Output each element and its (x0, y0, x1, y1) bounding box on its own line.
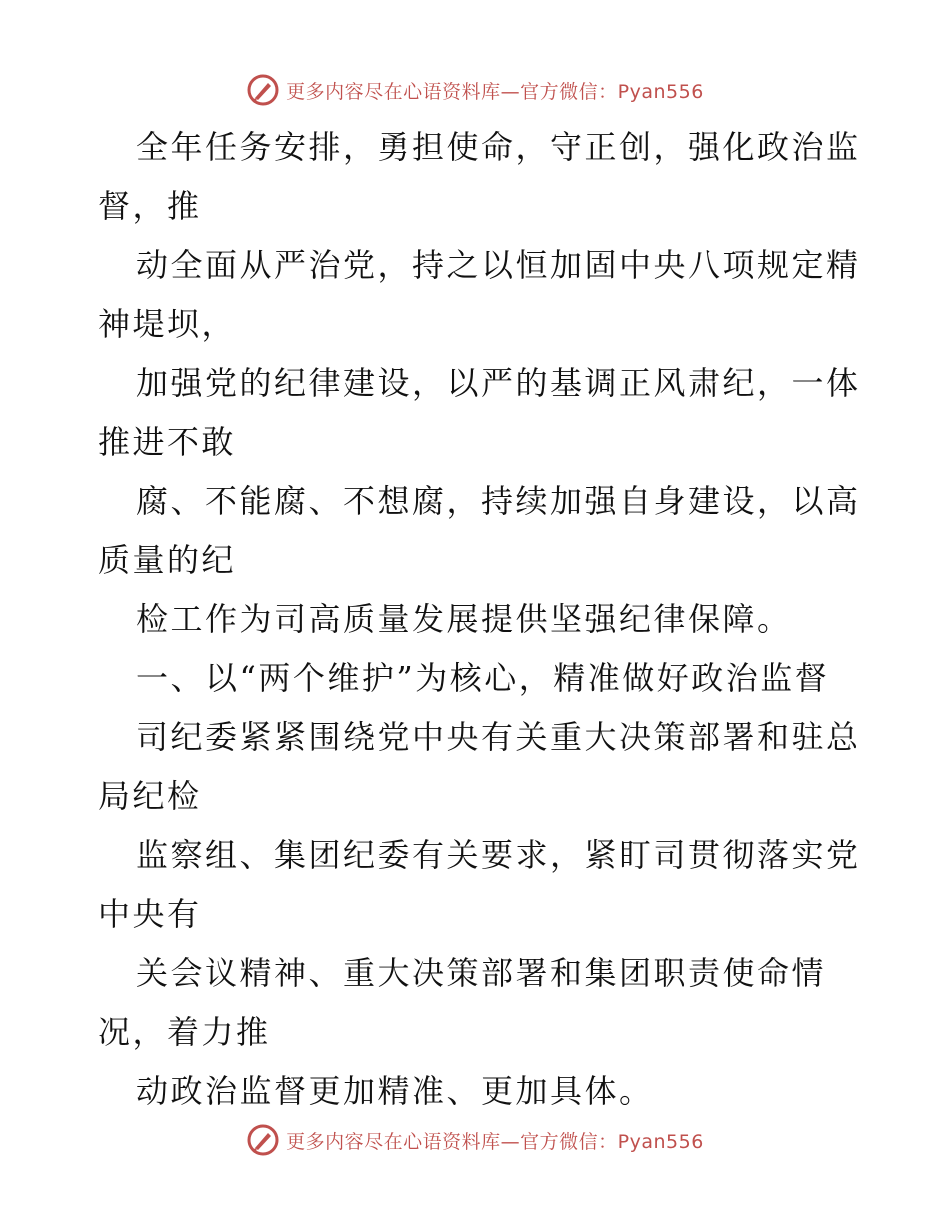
pen-logo-icon (246, 73, 280, 107)
text-line: 全年任务安排，勇担使命，守正创，强化政治监 (136, 128, 861, 166)
header-watermark (0, 70, 950, 110)
pen-logo-icon (246, 1123, 280, 1157)
section-heading: 一、以“两个维护”为核心，精准做好政治监督 (136, 659, 830, 697)
text-line: 关会议精神、重大决策部署和集团职责使命情 (136, 954, 827, 992)
text-line: 推进不敢 (98, 423, 237, 461)
text-line: 司纪委紧紧围绕党中央有关重大决策部署和驻总 (136, 718, 861, 756)
text-line: 中央有 (98, 895, 202, 933)
text-line: 加强党的纪律建设，以严的基调正风肃纪，一体 (136, 364, 861, 402)
footer-watermark (0, 1120, 950, 1160)
text-line: 监察组、集团纪委有关要求，紧盯司贯彻落实党 (136, 836, 861, 874)
text-line: 局纪检 (98, 777, 202, 815)
text-line: 神堤坝， (98, 305, 237, 343)
text-line: 动政治监督更加精准、更加具体。 (136, 1072, 654, 1110)
header-watermark-text: 更多内容尽在心语资料库—官方微信：Pyan556 (286, 80, 704, 103)
text-line: 动全面从严治党，持之以恒加固中央八项规定精 (136, 246, 861, 284)
footer-watermark-text: 更多内容尽在心语资料库—官方微信：Pyan556 (286, 1130, 704, 1153)
text-line: 检工作为司高质量发展提供坚强纪律保障。 (136, 600, 792, 638)
text-line: 腐、不能腐、不想腐，持续加强自身建设，以高 (136, 482, 861, 520)
text-line: 况，着力推 (98, 1013, 271, 1051)
text-line: 督，推 (98, 187, 202, 225)
document-body (98, 118, 861, 1121)
text-line: 质量的纪 (98, 541, 237, 579)
